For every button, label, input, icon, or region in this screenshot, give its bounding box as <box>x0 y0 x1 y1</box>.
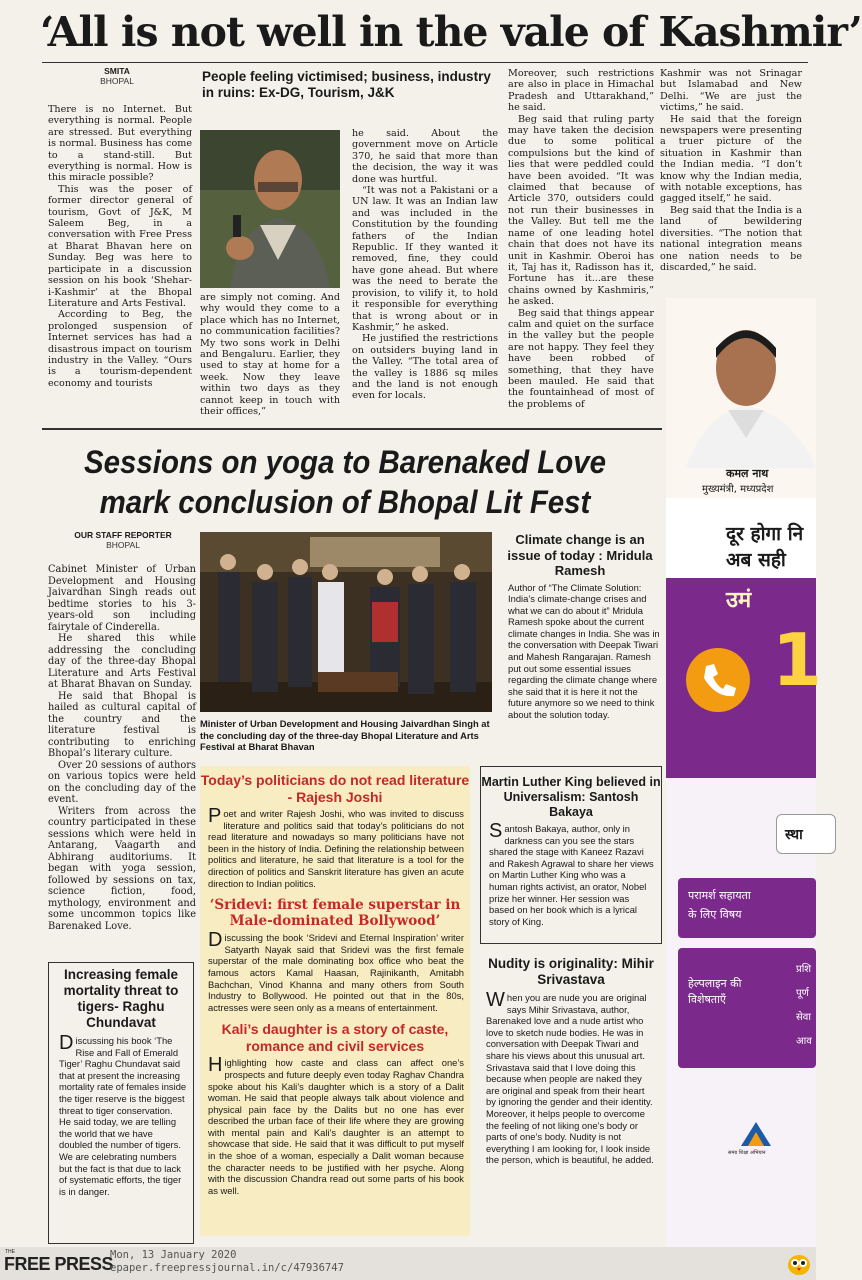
article2-headline-line2: mark conclusion of Bhopal Lit Fest <box>99 484 591 520</box>
byline-name: OUR STAFF REPORTER <box>74 530 172 540</box>
ad-bullet: प्रशि <box>796 964 812 975</box>
ad-sthan-box <box>776 814 836 854</box>
article1-col4 <box>508 68 654 410</box>
samagra-shiksha-logo-icon <box>736 1118 776 1148</box>
byline-name: SMITA <box>104 66 130 76</box>
paragraph: He shared this while addressing the concluding day of the three-day Bhopal Literature and Arts Festival at Bharat Bhavan on Sunday. <box>48 633 196 690</box>
sridevi-title: ‘Sridevi: first female superstar in Male-dominated Bollywood’ <box>209 897 461 930</box>
paragraph: Beg said that things appear calm and quiet on the surface in the valley but the people are not happy. They feel they have been robbed of something, that they have been mauled. He said that the fountainhead of most of the problems of <box>508 307 654 410</box>
paragraph: Beg said that the India is a land of bewildering diversities. “The notion that national integration means one nation needs to be discarded,” he said. <box>660 204 802 273</box>
headline-rule <box>42 62 808 63</box>
paragraph: Writers from across the country participated in these sessions which were held in Antarang, Vaagarth and Abhirang auditoriums. It began with yoga session, followed by sessions on tax, science fiction, food, mythology, environment and some uncommon topics like Barenaked Love. <box>48 805 196 932</box>
paragraph: are simply not coming. And why would they come to a place which has no Internet, no communication facilities? My two sons work in Delhi and Bengaluru. Earlier, they used to stay at home for a week. Now they leave within two days as they cannot keep in touch with their offices,” <box>200 292 340 418</box>
paragraph: There is no Internet. But everything is normal. People are stressed. But everything is normal. Business has come to a stand-still. But everything is normal. How is this miracle possible? <box>48 104 192 184</box>
article1-byline <box>42 66 192 86</box>
owl-icon <box>786 1250 812 1276</box>
paragraph: He said that the foreign newspapers were presenting a truer picture of the situation in Kashmir than the Indian media. “I don’t know why the Indian media, with notable exceptions, has gagged itself,” he said. <box>660 113 802 205</box>
ad-lower <box>666 778 816 1258</box>
ad-name: कमल नाथ <box>726 467 769 480</box>
paragraph: Moreover, such restrictions are also in place in Himachal Pradesh and Uttarakhand,” he said. <box>508 68 654 114</box>
climate-text: Author of “The Climate Solution: India’s climate-change crises and what we can do about it” Mridula Ramesh spoke about the current climate changes in India. She was in the conversation with Deepak Tiwari and Mahesh Rangarajan. Ramesh put out some essential issues regarding the climate change where she said that it is here it not the future anymore so we need to think about the solution today. <box>508 581 660 721</box>
paragraph: Cabinet Minister of Urban Development and Housing Jaivardhan Singh reads out bedtime stories to his 3-years-old son including fairytale of Cinderella. <box>48 564 196 633</box>
ad-headline-2: अब सही <box>726 549 786 571</box>
ad-portrait-image <box>666 298 816 468</box>
ad-role: मुख्यमंत्री, मध्यप्रदेश <box>702 484 774 495</box>
paragraph: Kashmir was not Srinagar but Islamabad and New Delhi. “We are just the victims,” he said. <box>660 68 802 114</box>
sridevi-text: Discussing the book ‘Sridevi and Eternal Inspiration’ writer Satyarth Nayak said that Sridevi was the first female superstar of the male dominating box office who beat the famous actors Kamal Haasan, Rajinikanth, Amitabh Bachchan, Vinod Khanna and many others from South Industry to Bollywood. He pointed out that in the 80s, actresses were seen only as a means of entertainment. <box>208 929 464 1013</box>
ad-panel-helpline <box>678 948 816 1068</box>
footer-date: Mon, 13 January 2020 <box>110 1249 237 1261</box>
ad-panel2-line2: विशेषताएँ <box>688 993 727 1006</box>
event-photo <box>200 532 492 712</box>
article1-col2 <box>200 292 340 417</box>
ad-banner-text: उमं <box>726 588 752 613</box>
tiger-box <box>48 962 194 1244</box>
government-ad <box>666 298 823 1246</box>
article2-byline <box>48 530 198 550</box>
article2-headline <box>64 442 625 522</box>
article1-headline: ‘All is not well in the vale of Kashmir’ <box>40 8 862 56</box>
nudity-box <box>486 956 656 1166</box>
article1-col1 <box>48 104 192 389</box>
paragraph: he said. About the government move on Article 370, he said that more than the decision, the way it was done was hurtful. <box>352 128 498 185</box>
ad-bullets <box>796 958 812 1054</box>
article1-col3 <box>352 128 498 402</box>
climate-box <box>500 532 660 721</box>
paragraph: “It was not a Pakistani or a UN law. It was an Indian law and was included in the Constitution by the founding fathers of the Indian Republic. If they wanted it removed, fine, they could have gone ahead. But where was the need to berate the provision, to vilify it, to hold it responsible for everything that is wrong about or in Kashmir,” he asked. <box>352 185 498 333</box>
mlk-box <box>480 766 662 944</box>
paragraph: He said that Bhopal is hailed as cultural capital of the country and the literature festival is contributing to enriching Bhopal’s literary culture. <box>48 690 196 759</box>
paragraph: Beg said that ruling party may have taken the decision due to some political compulsions but the kind of lies that were peddled could have been avoided. “It was claimed that because of Article 370, outsiders could not run their businesses in the Valley. But tell me the name of one leading hotel chain that does not have its unit in Kashmir. Oberoi has it, Taj has it, Radisson has it, Fortune has it...are these chains owned by Kashmiris,” he asked. <box>508 113 654 308</box>
footer-url[interactable]: epaper.freepressjournal.in/c/47936747 <box>110 1262 344 1274</box>
ad-bullet: पूर्ण <box>796 988 809 999</box>
ad-bullet: सेवा <box>796 1012 811 1023</box>
mlk-text: Santosh Bakaya, author, only in darkness can you see the stars shared the stage with Kaneez Razavi and Rakesh Agrawal to share her views on Martin Luther King who was a human rights activist, an orator, Nobel prize her winner. Her session was based on her book which is a lyrical story of King. <box>489 820 654 927</box>
beg-photo <box>200 130 340 288</box>
footer-meta <box>110 1249 344 1275</box>
nudity-text: When you are nude you are original says Mihir Srivastava, author, Barenaked love and a nude artist who love to sketch nude bodies. He was in conversation with Deepak Tiwari and share his views about this unusual art. Srivastava said that I love doing this because when people are naked they are original and speak from their heart by ignoring the gender and their identity. Moreover, it helps people to overcome the feeling of not liking one’s body or parts of one’s body. Nudity is not everything I am looking for, I look inside the person, which is beautiful, he added. <box>486 989 654 1166</box>
section-rule <box>42 428 662 430</box>
event-photo-caption: Minister of Urban Development and Housing Jaivardhan Singh at the concluding day of the three-day Bhopal Literature and Arts Festival at Bharat Bhavan <box>200 718 490 752</box>
paragraph: Over 20 sessions of authors on various topics were held on the concluding day of the event. <box>48 759 196 805</box>
ad-sthan-text: स्था <box>785 827 803 843</box>
phone-icon <box>686 648 750 712</box>
ad-purple-block <box>666 578 823 778</box>
ad-panel1-line2: के लिए विषय <box>688 908 742 921</box>
kali-title: Kali’s daughter is a story of caste, romance and civil services <box>221 1021 449 1054</box>
ad-panel1-line1: परामर्श सहायता <box>688 889 751 902</box>
paragraph: He justified the restrictions on outsiders buying land in the Valley. “The total area of the valley is 1886 sq miles and the land is not enough even for locals. <box>352 333 498 402</box>
literature-yellow-box <box>200 766 470 1236</box>
footer-logo: FREE PRESS <box>4 1254 114 1274</box>
person-portrait-image <box>200 130 340 288</box>
byline-place: BHOPAL <box>106 540 140 550</box>
article1-subhead: People feeling victimised; business, industry in ruins: Ex-DG, Tourism, J&K <box>202 69 491 100</box>
paragraph: According to Beg, the prolonged suspension of Internet services has had a disastrous impact on tourism industry in the Valley. “Ours is a tourism-dependent economy and tourists <box>48 309 192 389</box>
paragraph: This was the poser of former director general of tourism, Govt of J&K, M Saleem Beg, in a conversation with Free Press at Bharat Bhavan here on Sunday. Beg was here to participate in a discussion session on his book ‘Shehar-i-Kashmir’ at the Bhopal Literature and Arts Festival. <box>48 183 192 309</box>
politicians-text: Poet and writer Rajesh Joshi, who was invited to discuss literature and politics said that today’s politicians do not read literature and nowadays so many politicians have not been in the history of India. Defining the relationship between politics and literature, he said that literature is a tool for the direction of politics and Sanskrit literature has given an acute direction to Indian politics. <box>208 805 464 889</box>
politicians-title: Today’s politicians do not read literature - Rajesh Joshi <box>200 772 470 805</box>
ad-number: 1 <box>772 618 823 702</box>
byline-place: BHOPAL <box>100 76 134 86</box>
ad-headline-1: दूर होगा नि <box>726 523 804 545</box>
climate-title: Climate change is an issue of today : Mridula Ramesh <box>507 532 653 578</box>
article1-col5 <box>660 68 802 273</box>
ad-panel2-line1: हेल्पलाइन की <box>688 977 742 990</box>
mlk-title: Martin Luther King believed in Universalism: Santosh Bakaya <box>481 775 661 819</box>
nudity-title: Nudity is originality: Mihir Srivastava <box>488 956 654 987</box>
article2-col1 <box>48 564 196 932</box>
ad-bullet: आव <box>796 1036 812 1047</box>
ad-panel-consultation <box>678 878 816 938</box>
tiger-title: Increasing female mortality threat to tigers- Raghu Chundavat <box>63 967 179 1030</box>
ad-logo-text: समग्र शिक्षा अभियान <box>728 1150 766 1156</box>
event-group-image <box>200 532 492 712</box>
article2-headline-line1: Sessions on yoga to Barenaked Love <box>84 444 606 480</box>
tiger-text: Discussing his book ‘The Rise and Fall of Emerald Tiger’ Raghu Chundavat said that at present the increasing mortality rate of females inside the tiger reserve is the biggest threat to tiger conservation. He said today, we are telling the world that we have doubled the number of tigers. We are celebrating numbers but the fact is that due to lack of systematic efforts, the tiger is in danger. <box>59 1032 187 1197</box>
kali-text: Highlighting how caste and class can affect one’s prospects and future deeply even today Raghav Chandra spoke about his Kali’s daughter which is a story of a Dalit woman. He said that people always talk about violence and physical pain face by the Dalits but no one has ever described the urban face of their life where they are growing with mental pain and Kali’s daughter is an attempt to showcase that side. He said that it was difficult to put myself in the shoe of a woman, especially a Dalit woman because the character needs to be justified with her psyche. Along with the discussion Chandra read out some parts of his book as well. <box>208 1054 464 1196</box>
footer-logo-the: THE <box>5 1249 15 1255</box>
